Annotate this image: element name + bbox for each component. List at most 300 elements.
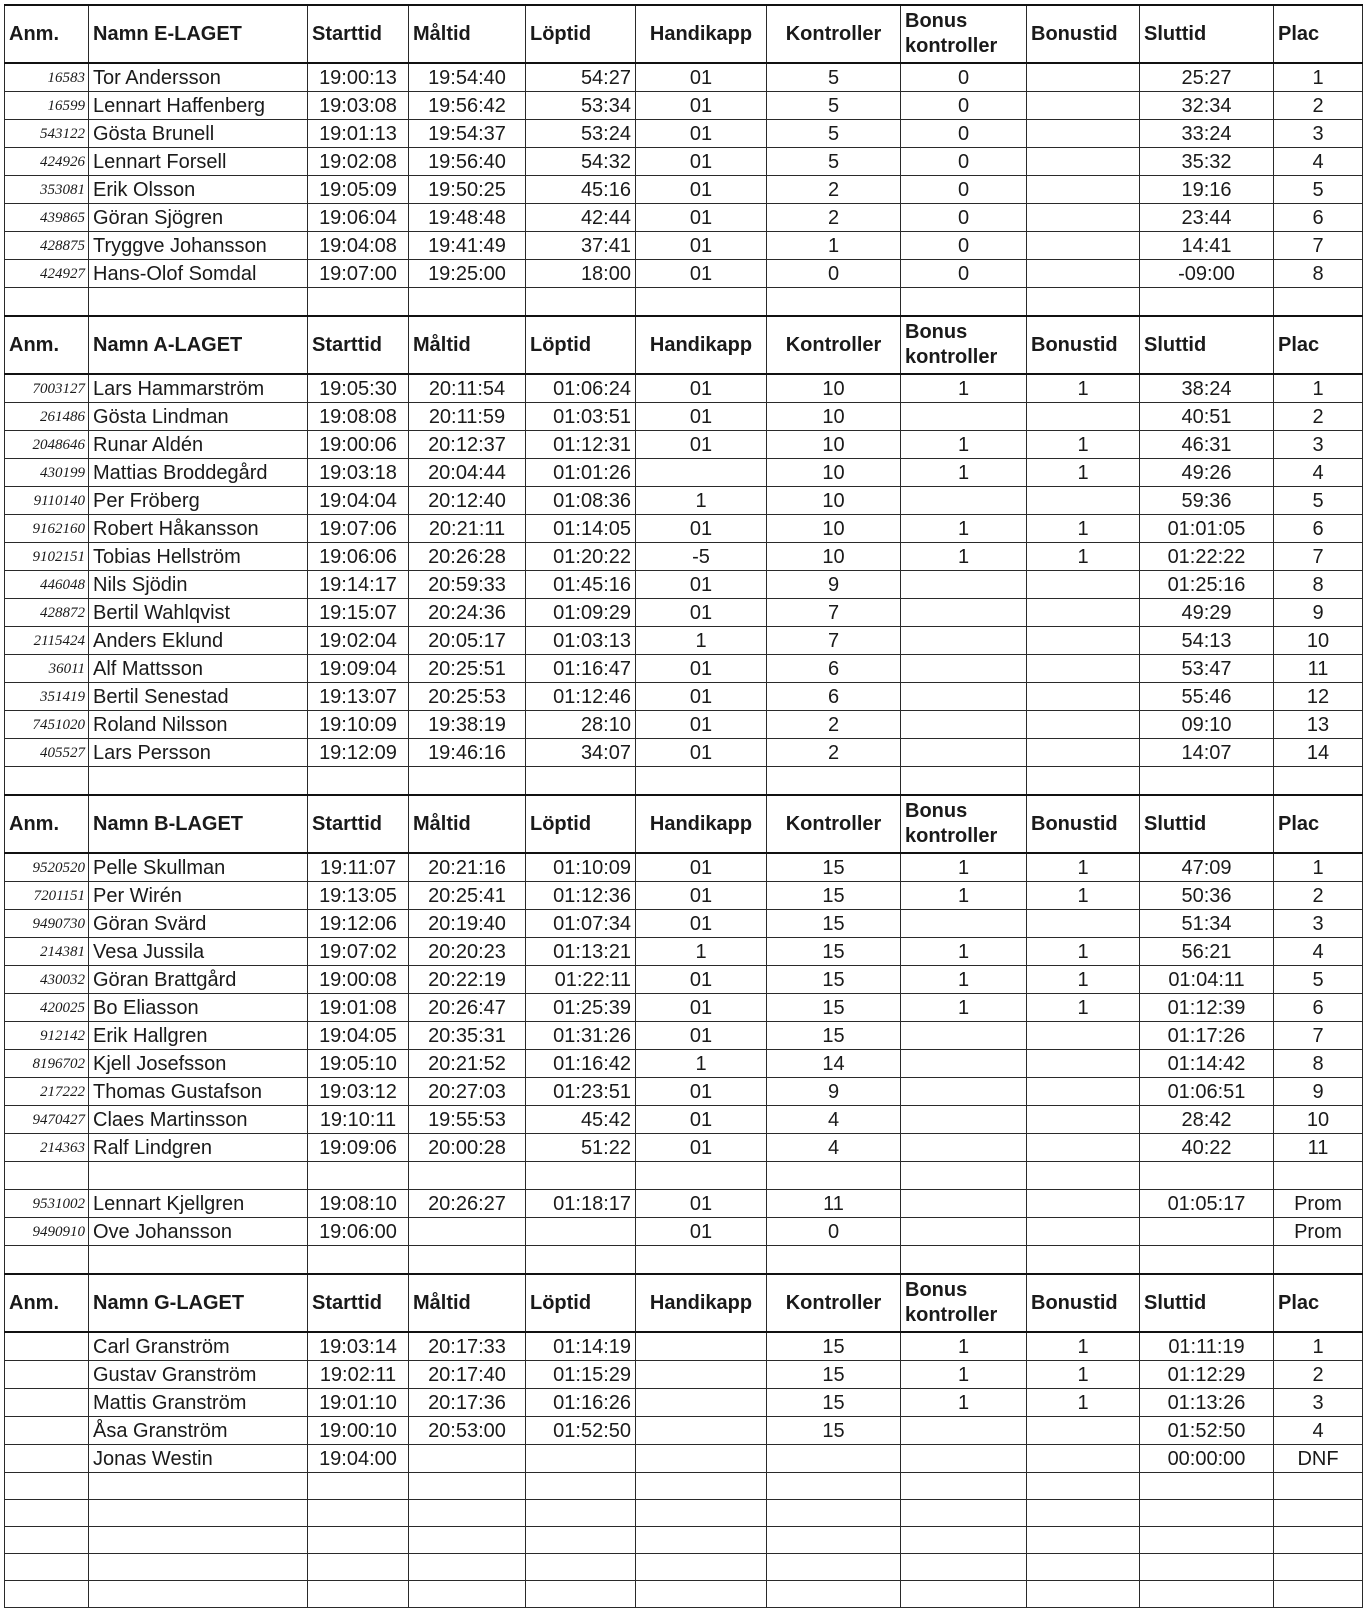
table-row xyxy=(5,1106,1363,1134)
bonus-controls-cell xyxy=(901,711,1027,739)
finish-time-cell: 20:11:54 xyxy=(409,374,526,403)
final-time-cell: 53:47 xyxy=(1140,655,1274,683)
header-start-time: Starttid xyxy=(308,316,409,374)
registration-number-cell: 8196702 xyxy=(5,1050,89,1078)
run-time-cell xyxy=(526,767,636,796)
finish-time-cell: 19:56:42 xyxy=(409,92,526,120)
bonus-time-cell xyxy=(1027,1050,1140,1078)
finish-time-cell: 20:05:17 xyxy=(409,627,526,655)
controls-cell: 15 xyxy=(767,966,901,994)
table-row xyxy=(5,232,1363,260)
table-row xyxy=(5,1361,1363,1389)
handicap-cell xyxy=(636,1527,767,1554)
table-row xyxy=(5,1218,1363,1246)
registration-number-cell xyxy=(5,1332,89,1361)
start-time-cell: 19:04:00 xyxy=(308,1445,409,1473)
bonus-controls-cell xyxy=(901,288,1027,317)
start-time-cell xyxy=(308,1162,409,1190)
start-time-cell: 19:03:08 xyxy=(308,92,409,120)
header-bonus-time: Bonustid xyxy=(1027,316,1140,374)
bonus-time-cell: 1 xyxy=(1027,459,1140,487)
name-cell: Alf Mattsson xyxy=(89,655,308,683)
table-row xyxy=(5,599,1363,627)
run-time-cell: 01:12:31 xyxy=(526,431,636,459)
handicap-cell: 01 xyxy=(636,232,767,260)
run-time-cell: 01:16:26 xyxy=(526,1389,636,1417)
start-time-cell xyxy=(308,288,409,317)
controls-cell xyxy=(767,1162,901,1190)
place-cell: 2 xyxy=(1274,1361,1363,1389)
name-cell xyxy=(89,1581,308,1608)
start-time-cell: 19:06:06 xyxy=(308,543,409,571)
finish-time-cell: 20:17:40 xyxy=(409,1361,526,1389)
handicap-cell: 01 xyxy=(636,739,767,767)
handicap-cell: 1 xyxy=(636,627,767,655)
start-time-cell: 19:10:09 xyxy=(308,711,409,739)
registration-number-cell: 420025 xyxy=(5,994,89,1022)
bonus-controls-cell: 1 xyxy=(901,966,1027,994)
controls-cell: 5 xyxy=(767,120,901,148)
place-cell: 1 xyxy=(1274,1332,1363,1361)
bonus-time-cell xyxy=(1027,571,1140,599)
controls-cell: 10 xyxy=(767,374,901,403)
start-time-cell: 19:05:09 xyxy=(308,176,409,204)
start-time-cell: 19:01:10 xyxy=(308,1389,409,1417)
handicap-cell xyxy=(636,288,767,317)
finish-time-cell: 20:53:00 xyxy=(409,1417,526,1445)
place-cell: 10 xyxy=(1274,627,1363,655)
final-time-cell: 33:24 xyxy=(1140,120,1274,148)
run-time-cell: 01:23:51 xyxy=(526,1078,636,1106)
controls-cell: 0 xyxy=(767,1218,901,1246)
start-time-cell: 19:06:00 xyxy=(308,1218,409,1246)
place-cell: 5 xyxy=(1274,966,1363,994)
place-cell: 4 xyxy=(1274,1417,1363,1445)
table-row xyxy=(5,204,1363,232)
controls-cell: 4 xyxy=(767,1106,901,1134)
final-time-cell: 59:36 xyxy=(1140,487,1274,515)
header-controls: Kontroller xyxy=(767,5,901,63)
start-time-cell: 19:07:02 xyxy=(308,938,409,966)
bonus-time-cell xyxy=(1027,92,1140,120)
finish-time-cell: 19:55:53 xyxy=(409,1106,526,1134)
final-time-cell xyxy=(1140,1162,1274,1190)
registration-number-cell: 214363 xyxy=(5,1134,89,1162)
name-cell: Lennart Kjellgren xyxy=(89,1190,308,1218)
place-cell: 1 xyxy=(1274,853,1363,882)
handicap-cell: 01 xyxy=(636,1078,767,1106)
header-finish-time: Måltid xyxy=(409,316,526,374)
finish-time-cell: 20:11:59 xyxy=(409,403,526,431)
place-cell: 6 xyxy=(1274,994,1363,1022)
bonus-controls-cell xyxy=(901,1554,1027,1581)
header-anm: Anm. xyxy=(5,316,89,374)
finish-time-cell: 20:19:40 xyxy=(409,910,526,938)
place-cell: 11 xyxy=(1274,1134,1363,1162)
final-time-cell: 01:14:42 xyxy=(1140,1050,1274,1078)
controls-cell: 15 xyxy=(767,994,901,1022)
controls-cell xyxy=(767,1527,901,1554)
bonus-controls-cell: 0 xyxy=(901,148,1027,176)
final-time-cell: 46:31 xyxy=(1140,431,1274,459)
handicap-cell: 01 xyxy=(636,966,767,994)
run-time-cell: 01:12:36 xyxy=(526,882,636,910)
name-cell: Per Fröberg xyxy=(89,487,308,515)
controls-cell: 2 xyxy=(767,739,901,767)
table-row xyxy=(5,1022,1363,1050)
start-time-cell: 19:04:08 xyxy=(308,232,409,260)
place-cell: 14 xyxy=(1274,739,1363,767)
run-time-cell: 01:01:26 xyxy=(526,459,636,487)
table-row xyxy=(5,374,1363,403)
run-time-cell: 34:07 xyxy=(526,739,636,767)
name-cell: Göran Sjögren xyxy=(89,204,308,232)
name-cell xyxy=(89,1246,308,1275)
handicap-cell: 01 xyxy=(636,910,767,938)
finish-time-cell: 20:25:51 xyxy=(409,655,526,683)
bonus-controls-cell xyxy=(901,1581,1027,1608)
bonus-controls-cell: 0 xyxy=(901,232,1027,260)
start-time-cell: 19:05:30 xyxy=(308,374,409,403)
finish-time-cell: 20:59:33 xyxy=(409,571,526,599)
place-cell xyxy=(1274,767,1363,796)
bonus-time-cell xyxy=(1027,910,1140,938)
run-time-cell xyxy=(526,1445,636,1473)
name-cell: Erik Olsson xyxy=(89,176,308,204)
place-cell: 3 xyxy=(1274,910,1363,938)
final-time-cell: 38:24 xyxy=(1140,374,1274,403)
handicap-cell xyxy=(636,1554,767,1581)
controls-cell: 10 xyxy=(767,487,901,515)
final-time-cell xyxy=(1140,1246,1274,1275)
header-controls: Kontroller xyxy=(767,316,901,374)
final-time-cell: 23:44 xyxy=(1140,204,1274,232)
finish-time-cell: 20:26:47 xyxy=(409,994,526,1022)
header-handicap: Handikapp xyxy=(636,1274,767,1332)
table-row xyxy=(5,1445,1363,1473)
name-cell xyxy=(89,1500,308,1527)
bonus-time-cell: 1 xyxy=(1027,515,1140,543)
bonus-controls-cell xyxy=(901,655,1027,683)
header-place: Plac xyxy=(1274,5,1363,63)
bonus-time-cell: 1 xyxy=(1027,1361,1140,1389)
final-time-cell: 56:21 xyxy=(1140,938,1274,966)
registration-number-cell: 439865 xyxy=(5,204,89,232)
registration-number-cell: 9520520 xyxy=(5,853,89,882)
handicap-cell xyxy=(636,1389,767,1417)
registration-number-cell: 428872 xyxy=(5,599,89,627)
bonus-time-cell: 1 xyxy=(1027,938,1140,966)
header-bonus-line-2: kontroller xyxy=(905,825,998,847)
table-row xyxy=(5,148,1363,176)
final-time-cell: -09:00 xyxy=(1140,260,1274,288)
start-time-cell: 19:12:06 xyxy=(308,910,409,938)
controls-cell: 15 xyxy=(767,853,901,882)
run-time-cell: 01:14:05 xyxy=(526,515,636,543)
bonus-time-cell xyxy=(1027,1473,1140,1500)
bonus-controls-cell xyxy=(901,1417,1027,1445)
start-time-cell xyxy=(308,1554,409,1581)
run-time-cell: 01:13:21 xyxy=(526,938,636,966)
place-cell: 4 xyxy=(1274,938,1363,966)
registration-number-cell: 36011 xyxy=(5,655,89,683)
name-cell: Thomas Gustafson xyxy=(89,1078,308,1106)
run-time-cell: 42:44 xyxy=(526,204,636,232)
place-cell xyxy=(1274,1554,1363,1581)
final-time-cell: 40:22 xyxy=(1140,1134,1274,1162)
handicap-cell: 01 xyxy=(636,515,767,543)
registration-number-cell xyxy=(5,1527,89,1554)
final-time-cell: 00:00:00 xyxy=(1140,1445,1274,1473)
final-time-cell xyxy=(1140,1473,1274,1500)
finish-time-cell xyxy=(409,1218,526,1246)
place-cell: 13 xyxy=(1274,711,1363,739)
final-time-cell: 49:29 xyxy=(1140,599,1274,627)
final-time-cell: 01:11:19 xyxy=(1140,1332,1274,1361)
name-cell: Jonas Westin xyxy=(89,1445,308,1473)
run-time-cell: 01:07:34 xyxy=(526,910,636,938)
start-time-cell: 19:02:04 xyxy=(308,627,409,655)
finish-time-cell: 19:56:40 xyxy=(409,148,526,176)
place-cell: 3 xyxy=(1274,431,1363,459)
handicap-cell: 1 xyxy=(636,1050,767,1078)
start-time-cell xyxy=(308,1246,409,1275)
name-cell: Lars Hammarström xyxy=(89,374,308,403)
finish-time-cell: 20:12:40 xyxy=(409,487,526,515)
final-time-cell: 49:26 xyxy=(1140,459,1274,487)
finish-time-cell xyxy=(409,1581,526,1608)
final-time-cell: 01:12:29 xyxy=(1140,1361,1274,1389)
bonus-time-cell: 1 xyxy=(1027,882,1140,910)
final-time-cell: 47:09 xyxy=(1140,853,1274,882)
run-time-cell xyxy=(526,1218,636,1246)
start-time-cell: 19:07:00 xyxy=(308,260,409,288)
registration-number-cell: 543122 xyxy=(5,120,89,148)
name-cell: Mattis Granström xyxy=(89,1389,308,1417)
header-controls: Kontroller xyxy=(767,795,901,853)
bonus-time-cell xyxy=(1027,599,1140,627)
handicap-cell: 01 xyxy=(636,374,767,403)
final-time-cell: 19:16 xyxy=(1140,176,1274,204)
handicap-cell xyxy=(636,1500,767,1527)
handicap-cell xyxy=(636,1246,767,1275)
handicap-cell xyxy=(636,1581,767,1608)
controls-cell xyxy=(767,288,901,317)
registration-number-cell: 9102151 xyxy=(5,543,89,571)
start-time-cell: 19:13:07 xyxy=(308,683,409,711)
handicap-cell: 01 xyxy=(636,1190,767,1218)
final-time-cell xyxy=(1140,1527,1274,1554)
controls-cell: 1 xyxy=(767,232,901,260)
handicap-cell: 01 xyxy=(636,1022,767,1050)
handicap-cell: 01 xyxy=(636,403,767,431)
controls-cell xyxy=(767,1246,901,1275)
finish-time-cell: 20:17:33 xyxy=(409,1332,526,1361)
run-time-cell: 53:34 xyxy=(526,92,636,120)
bonus-controls-cell xyxy=(901,1190,1027,1218)
finish-time-cell: 19:38:19 xyxy=(409,711,526,739)
finish-time-cell xyxy=(409,1473,526,1500)
registration-number-cell: 261486 xyxy=(5,403,89,431)
bonus-controls-cell xyxy=(901,739,1027,767)
header-bonus-controls xyxy=(901,316,1027,374)
name-cell xyxy=(89,288,308,317)
handicap-cell: 01 xyxy=(636,92,767,120)
place-cell: 9 xyxy=(1274,599,1363,627)
table-row xyxy=(5,459,1363,487)
final-time-cell: 01:12:39 xyxy=(1140,994,1274,1022)
controls-cell xyxy=(767,1581,901,1608)
registration-number-cell: 430032 xyxy=(5,966,89,994)
controls-cell: 15 xyxy=(767,882,901,910)
start-time-cell xyxy=(308,1527,409,1554)
handicap-cell xyxy=(636,1332,767,1361)
handicap-cell: 01 xyxy=(636,711,767,739)
final-time-cell: 01:13:26 xyxy=(1140,1389,1274,1417)
table-row xyxy=(5,683,1363,711)
final-time-cell: 35:32 xyxy=(1140,148,1274,176)
name-cell: Lennart Haffenberg xyxy=(89,92,308,120)
finish-time-cell xyxy=(409,1246,526,1275)
section-header-row xyxy=(5,795,1363,853)
bonus-time-cell xyxy=(1027,1134,1140,1162)
start-time-cell: 19:00:13 xyxy=(308,63,409,92)
run-time-cell xyxy=(526,1500,636,1527)
table-row xyxy=(5,1190,1363,1218)
place-cell: 7 xyxy=(1274,1022,1363,1050)
start-time-cell: 19:00:10 xyxy=(308,1417,409,1445)
handicap-cell: 01 xyxy=(636,994,767,1022)
final-time-cell: 09:10 xyxy=(1140,711,1274,739)
handicap-cell: 01 xyxy=(636,1106,767,1134)
finish-time-cell: 20:20:23 xyxy=(409,938,526,966)
registration-number-cell: 217222 xyxy=(5,1078,89,1106)
registration-number-cell xyxy=(5,288,89,317)
handicap-cell: 01 xyxy=(636,63,767,92)
bonus-time-cell xyxy=(1027,711,1140,739)
final-time-cell: 14:41 xyxy=(1140,232,1274,260)
controls-cell xyxy=(767,1445,901,1473)
registration-number-cell: 424927 xyxy=(5,260,89,288)
table-row xyxy=(5,1134,1363,1162)
run-time-cell: 01:16:47 xyxy=(526,655,636,683)
header-bonus-line-2: kontroller xyxy=(905,346,998,368)
bonus-time-cell xyxy=(1027,1581,1140,1608)
start-time-cell: 19:07:06 xyxy=(308,515,409,543)
run-time-cell: 01:25:39 xyxy=(526,994,636,1022)
finish-time-cell: 19:54:37 xyxy=(409,120,526,148)
registration-number-cell xyxy=(5,1389,89,1417)
name-cell: Carl Granström xyxy=(89,1332,308,1361)
name-cell xyxy=(89,1473,308,1500)
bonus-controls-cell xyxy=(901,487,1027,515)
start-time-cell: 19:09:06 xyxy=(308,1134,409,1162)
controls-cell: 7 xyxy=(767,599,901,627)
controls-cell: 5 xyxy=(767,92,901,120)
finish-time-cell: 19:50:25 xyxy=(409,176,526,204)
table-row xyxy=(5,63,1363,92)
bonus-controls-cell xyxy=(901,1473,1027,1500)
bonus-time-cell: 1 xyxy=(1027,543,1140,571)
run-time-cell: 01:12:46 xyxy=(526,683,636,711)
run-time-cell: 01:06:24 xyxy=(526,374,636,403)
bonus-controls-cell xyxy=(901,599,1027,627)
bonus-controls-cell xyxy=(901,767,1027,796)
name-cell: Roland Nilsson xyxy=(89,711,308,739)
handicap-cell: 01 xyxy=(636,571,767,599)
controls-cell: 5 xyxy=(767,148,901,176)
empty-row xyxy=(5,767,1363,796)
header-bonus-time: Bonustid xyxy=(1027,1274,1140,1332)
name-cell: Hans-Olof Somdal xyxy=(89,260,308,288)
bonus-controls-cell xyxy=(901,1500,1027,1527)
place-cell: 5 xyxy=(1274,487,1363,515)
controls-cell xyxy=(767,1473,901,1500)
registration-number-cell: 7451020 xyxy=(5,711,89,739)
finish-time-cell: 19:41:49 xyxy=(409,232,526,260)
start-time-cell: 19:04:04 xyxy=(308,487,409,515)
name-cell: Tryggve Johansson xyxy=(89,232,308,260)
name-cell: Göran Svärd xyxy=(89,910,308,938)
handicap-cell: -5 xyxy=(636,543,767,571)
controls-cell: 7 xyxy=(767,627,901,655)
bonus-controls-cell: 1 xyxy=(901,459,1027,487)
final-time-cell: 01:22:22 xyxy=(1140,543,1274,571)
bonus-time-cell: 1 xyxy=(1027,994,1140,1022)
final-time-cell xyxy=(1140,288,1274,317)
handicap-cell xyxy=(636,1361,767,1389)
place-cell: 11 xyxy=(1274,655,1363,683)
finish-time-cell: 20:04:44 xyxy=(409,459,526,487)
start-time-cell: 19:04:05 xyxy=(308,1022,409,1050)
handicap-cell: 01 xyxy=(636,599,767,627)
registration-number-cell: 214381 xyxy=(5,938,89,966)
registration-number-cell xyxy=(5,1246,89,1275)
run-time-cell xyxy=(526,1473,636,1500)
start-time-cell: 19:01:13 xyxy=(308,120,409,148)
results-sheet xyxy=(4,4,1362,1608)
place-cell: DNF xyxy=(1274,1445,1363,1473)
handicap-cell: 1 xyxy=(636,487,767,515)
bonus-controls-cell: 1 xyxy=(901,994,1027,1022)
controls-cell: 10 xyxy=(767,459,901,487)
name-cell xyxy=(89,1554,308,1581)
controls-cell: 10 xyxy=(767,403,901,431)
bonus-time-cell: 1 xyxy=(1027,853,1140,882)
name-cell: Per Wirén xyxy=(89,882,308,910)
controls-cell: 9 xyxy=(767,1078,901,1106)
final-time-cell: 14:07 xyxy=(1140,739,1274,767)
finish-time-cell: 20:21:16 xyxy=(409,853,526,882)
registration-number-cell: 430199 xyxy=(5,459,89,487)
bonus-time-cell xyxy=(1027,403,1140,431)
header-place: Plac xyxy=(1274,795,1363,853)
finish-time-cell: 20:35:31 xyxy=(409,1022,526,1050)
run-time-cell: 01:03:51 xyxy=(526,403,636,431)
bonus-controls-cell xyxy=(901,1527,1027,1554)
bonus-time-cell xyxy=(1027,487,1140,515)
handicap-cell: 01 xyxy=(636,148,767,176)
final-time-cell: 01:25:16 xyxy=(1140,571,1274,599)
place-cell xyxy=(1274,1527,1363,1554)
name-cell: Vesa Jussila xyxy=(89,938,308,966)
bonus-time-cell: 1 xyxy=(1027,1389,1140,1417)
run-time-cell: 01:15:29 xyxy=(526,1361,636,1389)
empty-row xyxy=(5,1581,1363,1608)
header-bonus-line-1: Bonus xyxy=(905,1279,968,1301)
run-time-cell: 01:14:19 xyxy=(526,1332,636,1361)
run-time-cell: 45:42 xyxy=(526,1106,636,1134)
